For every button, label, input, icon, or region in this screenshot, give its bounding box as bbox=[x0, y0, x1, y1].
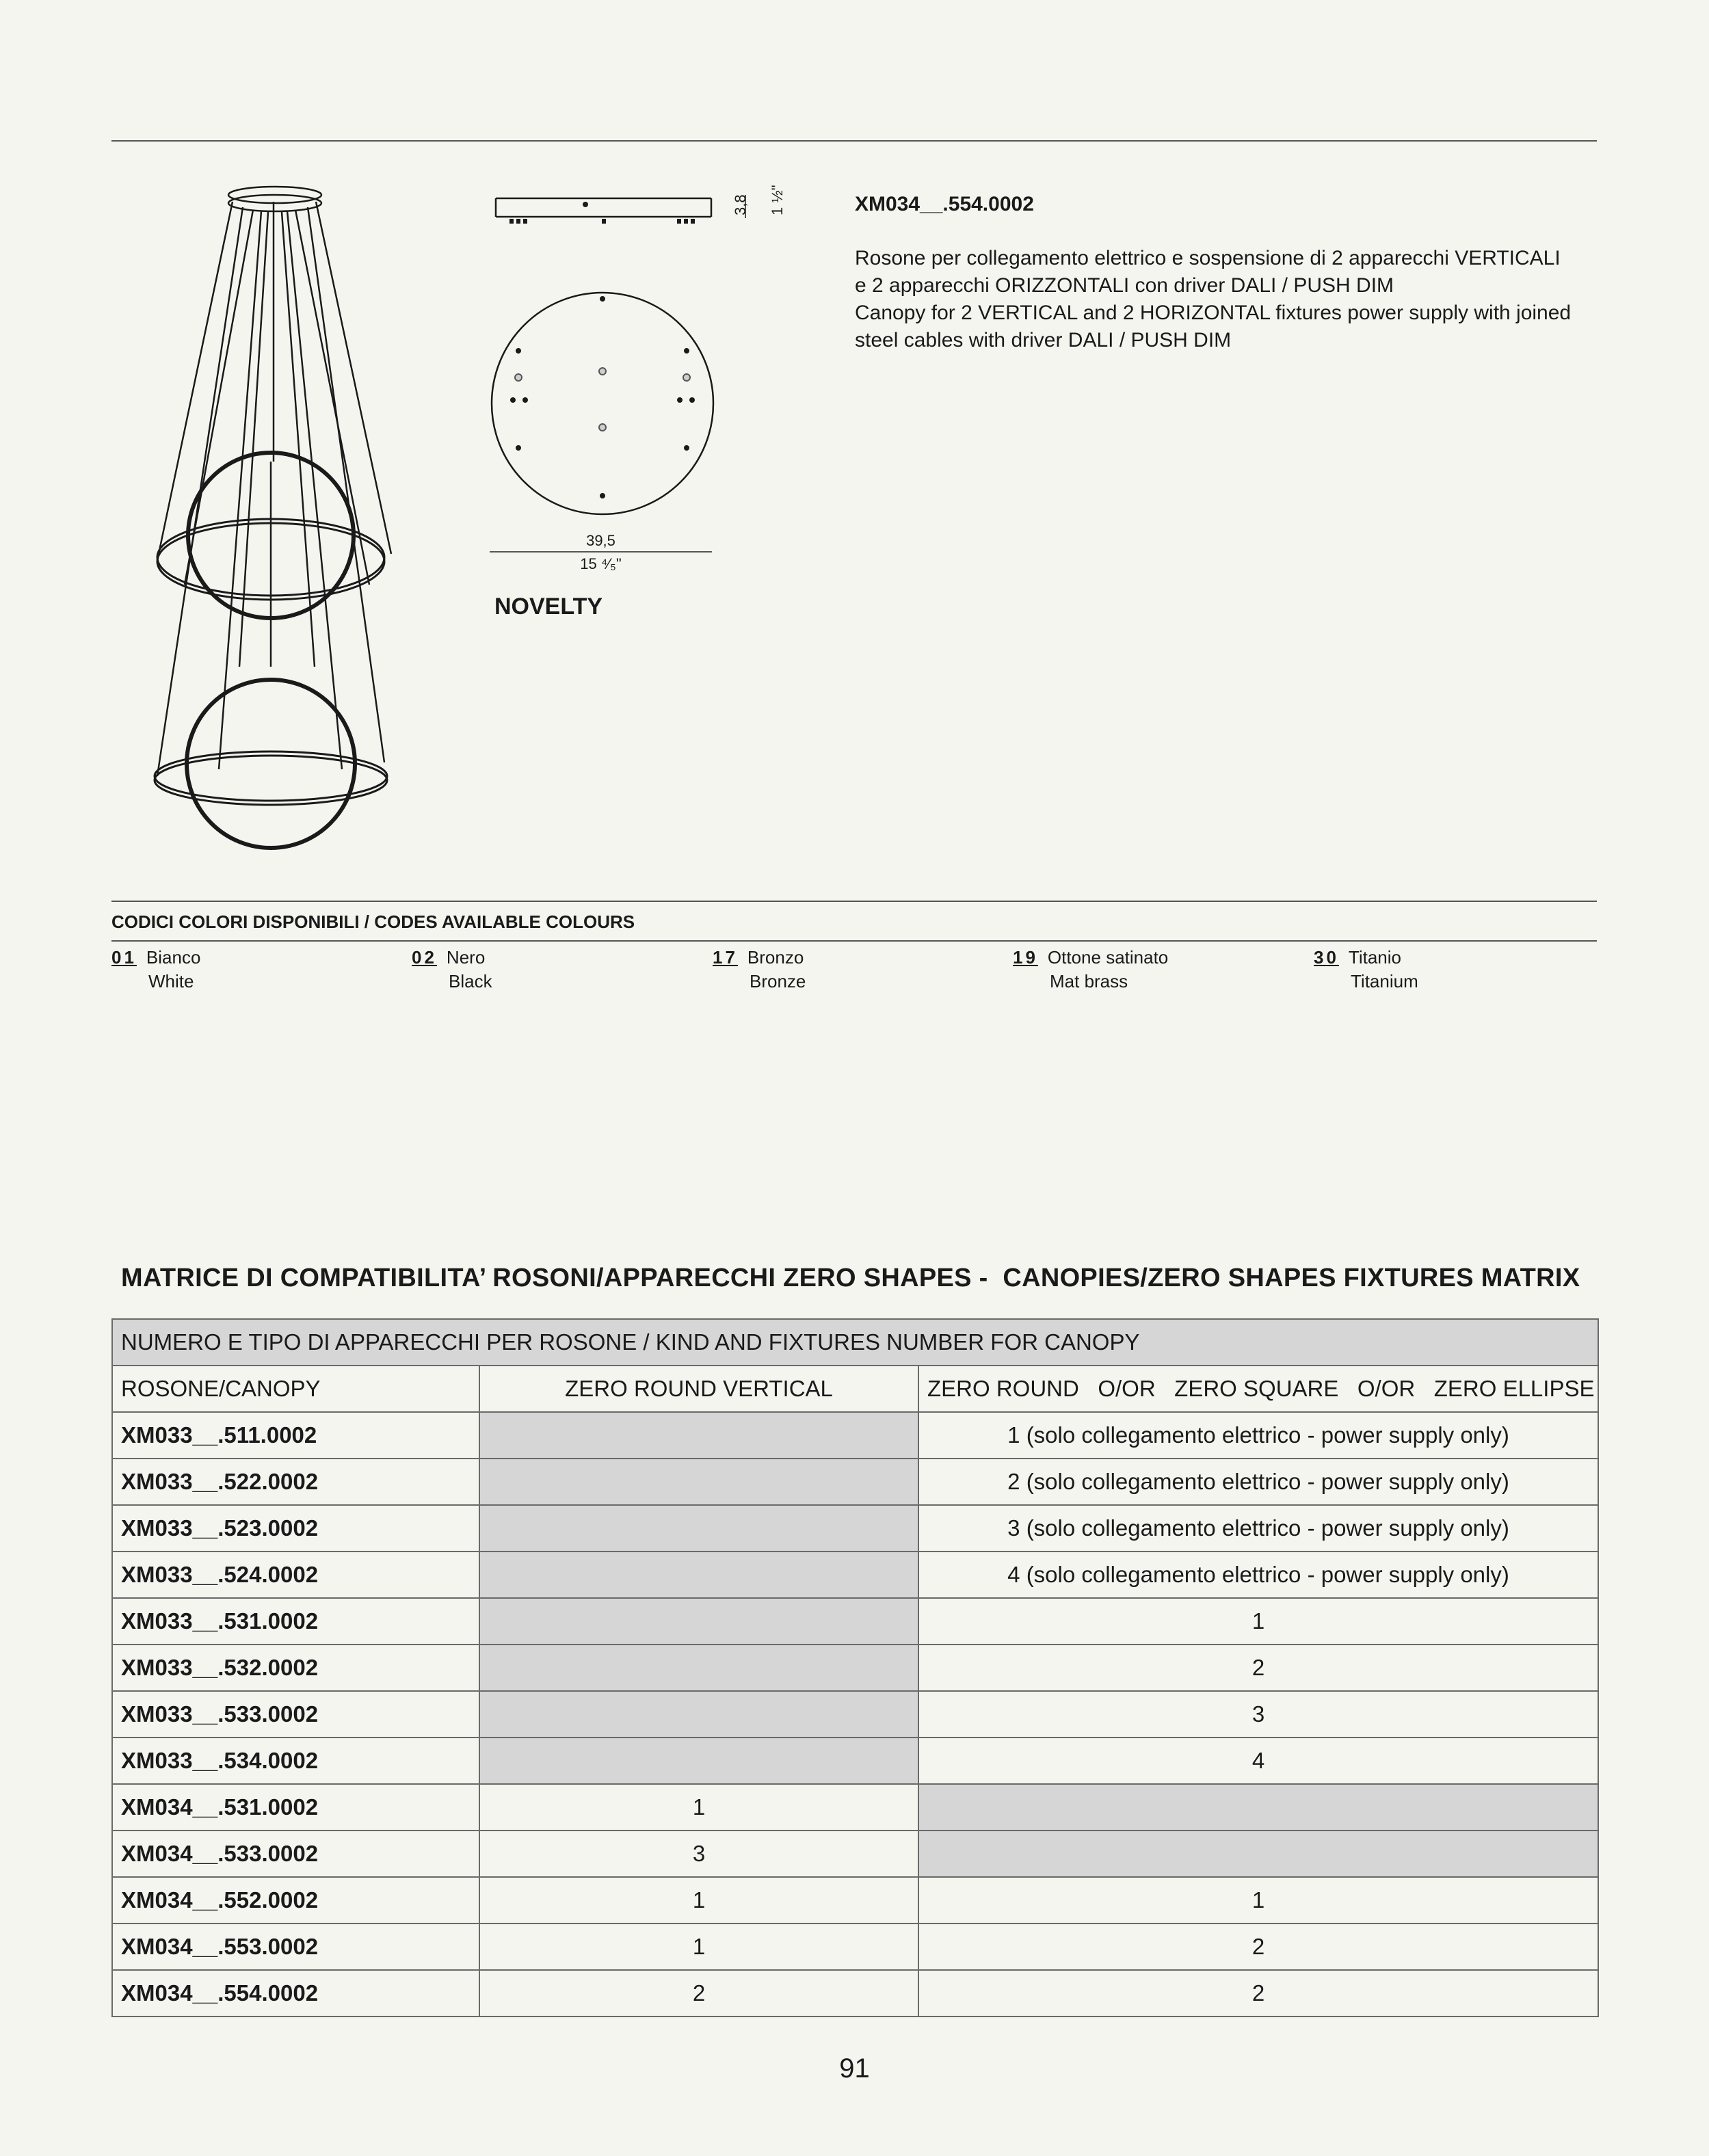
row-other: 2 bbox=[918, 1924, 1598, 1970]
row-vertical bbox=[479, 1645, 918, 1691]
row-code: XM033__.531.0002 bbox=[112, 1598, 479, 1645]
dim-height-cm: 3,8 bbox=[732, 194, 749, 215]
row-other: 1 (solo collegamento elettrico - power supply only) bbox=[918, 1412, 1598, 1459]
row-code: XM034__.533.0002 bbox=[112, 1831, 479, 1877]
top-rule bbox=[111, 140, 1597, 142]
colour-code: 19 bbox=[1013, 947, 1038, 968]
table-row bbox=[112, 1505, 1598, 1552]
row-other: 1 bbox=[918, 1598, 1598, 1645]
matrix-title: MATRICE DI COMPATIBILITA’ ROSONI/APPARECCHI ZERO SHAPES - CANOPIES/ZERO SHAPES FIXTURES MATRIX bbox=[121, 1264, 1580, 1292]
row-code: XM033__.532.0002 bbox=[112, 1645, 479, 1691]
colour-item bbox=[1314, 946, 1418, 994]
row-other: 2 (solo collegamento elettrico - power supply only) bbox=[918, 1459, 1598, 1505]
row-vertical: 2 bbox=[479, 1970, 918, 2017]
table-row bbox=[112, 1552, 1598, 1598]
colour-name-en: Black bbox=[449, 971, 492, 992]
row-other bbox=[918, 1784, 1598, 1831]
colour-name-en: Mat brass bbox=[1050, 971, 1128, 992]
colours-bottom-rule bbox=[111, 940, 1597, 942]
description-en-line1: Canopy for 2 VERTICAL and 2 HORIZONTAL fixtures power supply with joined bbox=[855, 302, 1572, 324]
row-other: 2 bbox=[918, 1645, 1598, 1691]
row-vertical bbox=[479, 1691, 918, 1738]
row-code: XM034__.552.0002 bbox=[112, 1877, 479, 1924]
colour-code: 02 bbox=[412, 947, 437, 968]
row-code: XM033__.523.0002 bbox=[112, 1505, 479, 1552]
dim-diameter-cm: 39,5 bbox=[586, 532, 615, 549]
colour-item bbox=[1013, 946, 1168, 994]
col-other: ZERO ROUND O/OR ZERO SQUARE O/OR ZERO ELLIPSE bbox=[918, 1366, 1598, 1412]
colour-code: 17 bbox=[713, 947, 738, 968]
row-vertical bbox=[479, 1412, 918, 1459]
table-row bbox=[112, 1877, 1598, 1924]
row-other: 2 bbox=[918, 1970, 1598, 2017]
row-vertical: 1 bbox=[479, 1784, 918, 1831]
matrix-header-row bbox=[112, 1319, 1598, 1366]
colour-name-it: Nero bbox=[446, 947, 486, 968]
row-code: XM034__.531.0002 bbox=[112, 1784, 479, 1831]
row-vertical bbox=[479, 1738, 918, 1784]
row-other bbox=[918, 1831, 1598, 1877]
table-row bbox=[112, 1459, 1598, 1505]
colour-name-it: Titanio bbox=[1348, 947, 1401, 968]
table-row bbox=[112, 1738, 1598, 1784]
colour-item bbox=[412, 946, 492, 994]
colour-name-it: Ottone satinato bbox=[1047, 947, 1169, 968]
canopy-top-view bbox=[490, 291, 715, 516]
dim-line bbox=[490, 551, 712, 553]
row-other: 3 (solo collegamento elettrico - power supply only) bbox=[918, 1505, 1598, 1552]
row-code: XM033__.533.0002 bbox=[112, 1691, 479, 1738]
col-vertical: ZERO ROUND VERTICAL bbox=[479, 1366, 918, 1412]
row-other: 4 (solo collegamento elettrico - power supply only) bbox=[918, 1552, 1598, 1598]
description-it-line1: Rosone per collegamento elettrico e sospensione di 2 apparecchi VERTICALI bbox=[855, 247, 1561, 269]
colour-name-it: Bianco bbox=[146, 947, 201, 968]
colour-name-en: Bronze bbox=[750, 971, 806, 992]
colours-top-rule bbox=[111, 901, 1597, 902]
row-code: XM034__.554.0002 bbox=[112, 1970, 479, 2017]
colours-title: CODICI COLORI DISPONIBILI / CODES AVAILABLE COLOURS bbox=[111, 911, 635, 932]
row-code: XM033__.522.0002 bbox=[112, 1459, 479, 1505]
row-vertical: 1 bbox=[479, 1877, 918, 1924]
product-description bbox=[855, 245, 1607, 354]
colour-code: 01 bbox=[111, 947, 137, 968]
row-vertical bbox=[479, 1552, 918, 1598]
matrix-column-row bbox=[112, 1366, 1598, 1412]
table-row bbox=[112, 1691, 1598, 1738]
row-vertical bbox=[479, 1459, 918, 1505]
row-code: XM034__.553.0002 bbox=[112, 1924, 479, 1970]
colour-code: 30 bbox=[1314, 947, 1339, 968]
dim-diameter-in: 15 ⁴⁄₅" bbox=[580, 555, 622, 572]
row-code: XM033__.534.0002 bbox=[112, 1738, 479, 1784]
matrix-header: NUMERO E TIPO DI APPARECCHI PER ROSONE / KIND AND FIXTURES NUMBER FOR CANOPY bbox=[112, 1319, 1598, 1366]
table-row bbox=[112, 1412, 1598, 1459]
row-other: 4 bbox=[918, 1738, 1598, 1784]
table-row bbox=[112, 1924, 1598, 1970]
row-other: 1 bbox=[918, 1877, 1598, 1924]
colour-item bbox=[713, 946, 806, 994]
row-code: XM033__.511.0002 bbox=[112, 1412, 479, 1459]
row-vertical: 1 bbox=[479, 1924, 918, 1970]
colour-name-en: Titanium bbox=[1351, 971, 1418, 992]
description-it-line2: e 2 apparecchi ORIZZONTALI con driver DALI / PUSH DIM bbox=[855, 274, 1394, 297]
table-row bbox=[112, 1645, 1598, 1691]
colour-name-en: White bbox=[148, 971, 194, 992]
row-vertical bbox=[479, 1598, 918, 1645]
colour-name-it: Bronzo bbox=[747, 947, 804, 968]
col-canopy: ROSONE/CANOPY bbox=[112, 1366, 479, 1412]
pendant-lamp-illustration bbox=[137, 174, 410, 858]
row-other: 3 bbox=[918, 1691, 1598, 1738]
product-code: XM034__.554.0002 bbox=[855, 193, 1034, 215]
colour-item bbox=[111, 946, 200, 994]
description-en-line2: steel cables with driver DALI / PUSH DIM bbox=[855, 329, 1232, 351]
table-row bbox=[112, 1784, 1598, 1831]
row-vertical bbox=[479, 1505, 918, 1552]
row-code: XM033__.524.0002 bbox=[112, 1552, 479, 1598]
page-number: 91 bbox=[839, 2053, 870, 2084]
table-row bbox=[112, 1970, 1598, 2017]
novelty-badge: NOVELTY bbox=[494, 594, 603, 620]
row-vertical: 3 bbox=[479, 1831, 918, 1877]
table-row bbox=[112, 1598, 1598, 1645]
dim-height-in: 1 ½" bbox=[769, 185, 786, 215]
compatibility-matrix bbox=[111, 1318, 1599, 2017]
table-row bbox=[112, 1831, 1598, 1877]
